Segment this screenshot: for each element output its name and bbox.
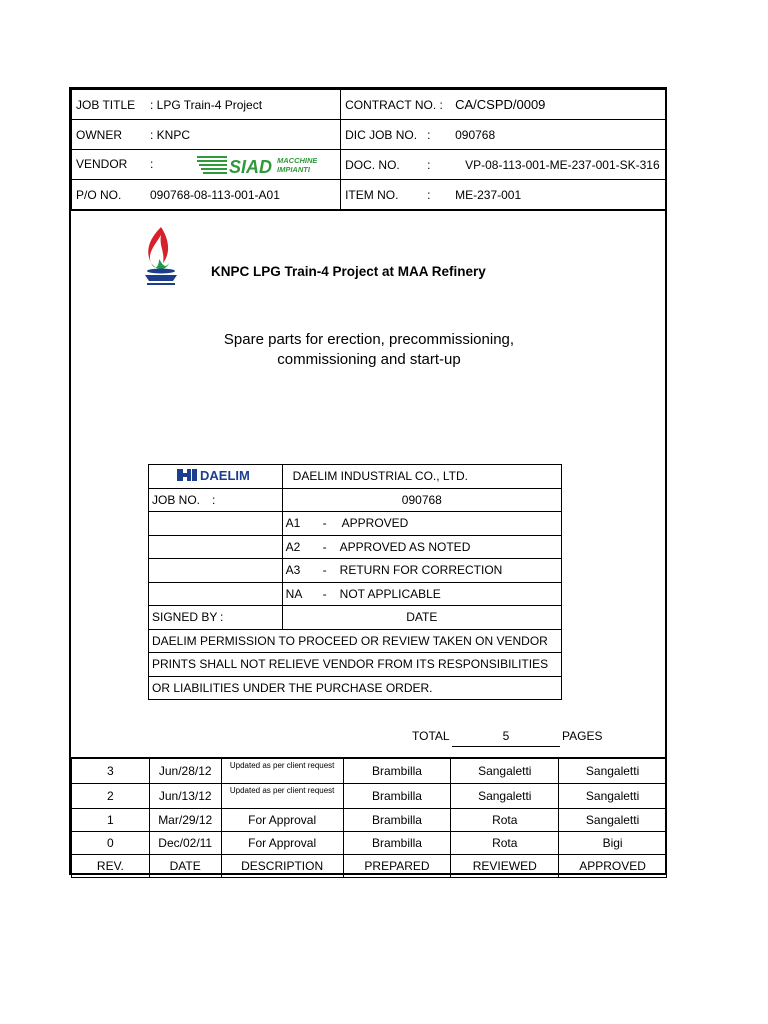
date-cell: Dec/02/11 [149,832,221,855]
po-label: P/O NO. [76,187,122,202]
dic-job-cell [341,120,667,150]
daelim-approval-table [148,464,562,700]
item-no-value: ME-237-001 [455,187,522,202]
po-value: 090768-08-113-001-A01 [150,187,280,202]
signed-date-cell: DATE [282,606,561,630]
po-row [72,180,667,211]
prepared-cell: Brambilla [343,784,451,809]
job-title-row [72,90,667,120]
description-cell: For Approval [221,832,343,855]
total-pages-label: PAGES [562,729,603,743]
daelim-company-name: DAELIM INDUSTRIAL CO., LTD. [282,465,561,489]
knpc-logo [137,225,185,292]
rev-cell: 1 [72,809,150,832]
code-empty-cell [149,535,283,559]
total-value: 5 [452,729,560,747]
daelim-note-row [149,629,562,653]
code-row [149,582,562,606]
daelim-note-line3: OR LIABILITIES UNDER THE PURCHASE ORDER. [149,676,562,700]
vendor-row [72,150,667,180]
description-header: DESCRIPTION [221,855,343,878]
prepared-cell: Brambilla [343,809,451,832]
date-header: DATE [149,855,221,878]
approved-header: APPROVED [559,855,667,878]
isad-logo [197,153,317,177]
daelim-job-row [149,488,562,512]
svg-text:MACCHINE: MACCHINE [276,155,317,165]
doc-no-label: DOC. NO. [345,157,400,172]
approved-cell: Sangaletti [559,758,667,784]
approved-cell: Bigi [559,832,667,855]
doc-no-value: VP-08-113-001-ME-237-001-SK-316 [465,157,660,172]
daelim-note-line1: DAELIM PERMISSION TO PROCEED OR REVIEW TAKEN ON VENDOR [149,629,562,653]
daelim-note-row [149,676,562,700]
daelim-logo-cell [149,465,283,489]
vendor-cell [72,150,341,180]
spare-parts-line2: commissioning and start-up [277,351,461,368]
owner-label: OWNER [76,127,122,142]
description-cell: Updated as per client request [221,784,343,809]
description-cell: For Approval [221,809,343,832]
po-cell [72,180,341,211]
dic-job-label: DIC JOB NO. [345,127,418,142]
knpc-flame-icon [137,225,185,287]
total-label: TOTAL [412,729,450,743]
code-row [149,535,562,559]
rev-cell: 2 [72,784,150,809]
daelim-job-colon: : [212,492,216,507]
svg-text:IMPIANTI: IMPIANTI [276,164,310,174]
daelim-note-row [149,653,562,677]
reviewed-cell: Sangaletti [451,784,559,809]
item-no-label: ITEM NO. [345,187,399,202]
prepared-cell: Brambilla [343,758,451,784]
contract-cell [341,90,667,120]
owner-value: : KNPC [150,127,191,142]
signed-by-cell: SIGNED BY : [149,606,283,630]
daelim-company-row [149,465,562,489]
reviewed-cell: Rota [451,809,559,832]
job-title-value: : LPG Train-4 Project [150,97,263,112]
signed-by-row [149,606,562,630]
prepared-cell: Brambilla [343,832,451,855]
code-empty-cell [149,559,283,583]
code-cell: A3 - RETURN FOR CORRECTION [282,559,561,583]
daelim-logo [152,468,250,483]
revision-table [71,757,667,878]
job-title-label: JOB TITLE [76,97,136,112]
dic-job-value: 090768 [455,127,496,142]
daelim-logo-text: DAELIM [200,467,250,483]
svg-text:SIAD: SIAD [228,156,272,177]
prepared-header: PREPARED [343,855,451,878]
revision-row [72,758,667,784]
header-table [71,89,667,211]
approved-cell: Sangaletti [559,809,667,832]
item-no-colon: : [427,187,431,202]
reviewed-header: REVIEWED [451,855,559,878]
vendor-label: VENDOR [76,156,128,171]
spare-parts-line1: Spare parts for erection, precommissioning, [223,331,515,348]
revision-row [72,832,667,855]
code-empty-cell [149,582,283,606]
doc-no-cell [341,150,667,180]
code-row [149,559,562,583]
item-no-cell [341,180,667,211]
project-title: KNPC LPG Train-4 Project at MAA Refinery [211,264,486,279]
rev-header: REV. [72,855,150,878]
code-cell: A1 - APPROVED [282,512,561,536]
date-cell: Jun/13/12 [149,784,221,809]
job-title-cell [72,90,341,120]
revision-row [72,809,667,832]
rev-cell: 3 [72,758,150,784]
doc-no-colon: : [427,157,431,172]
vendor-colon: : [150,156,154,171]
reviewed-cell: Rota [451,832,559,855]
daelim-job-label: JOB NO. [152,492,201,507]
owner-cell [72,120,341,150]
revision-row [72,784,667,809]
isad-logo-icon [197,153,317,177]
daelim-note-line2: PRINTS SHALL NOT RELIEVE VENDOR FROM ITS RESPONSIBILITIES [149,653,562,677]
daelim-job-label-cell [149,488,283,512]
revision-header-row [72,855,667,878]
code-row [149,512,562,536]
daelim-job-value: 090768 [282,488,561,512]
approved-cell: Sangaletti [559,784,667,809]
rev-cell: 0 [72,832,150,855]
document-sheet [69,87,667,875]
dic-job-colon: : [427,127,431,142]
code-cell: A2 - APPROVED AS NOTED [282,535,561,559]
daelim-logo-icon [176,468,198,482]
date-cell: Mar/29/12 [149,809,221,832]
reviewed-cell: Sangaletti [451,758,559,784]
code-cell: NA - NOT APPLICABLE [282,582,561,606]
contract-value: CA/CSPD/0009 [455,97,546,112]
description-cell: Updated as per client request [221,758,343,784]
date-cell: Jun/28/12 [149,758,221,784]
contract-label: CONTRACT NO. : [345,98,443,112]
owner-row [72,120,667,150]
code-empty-cell [149,512,283,536]
